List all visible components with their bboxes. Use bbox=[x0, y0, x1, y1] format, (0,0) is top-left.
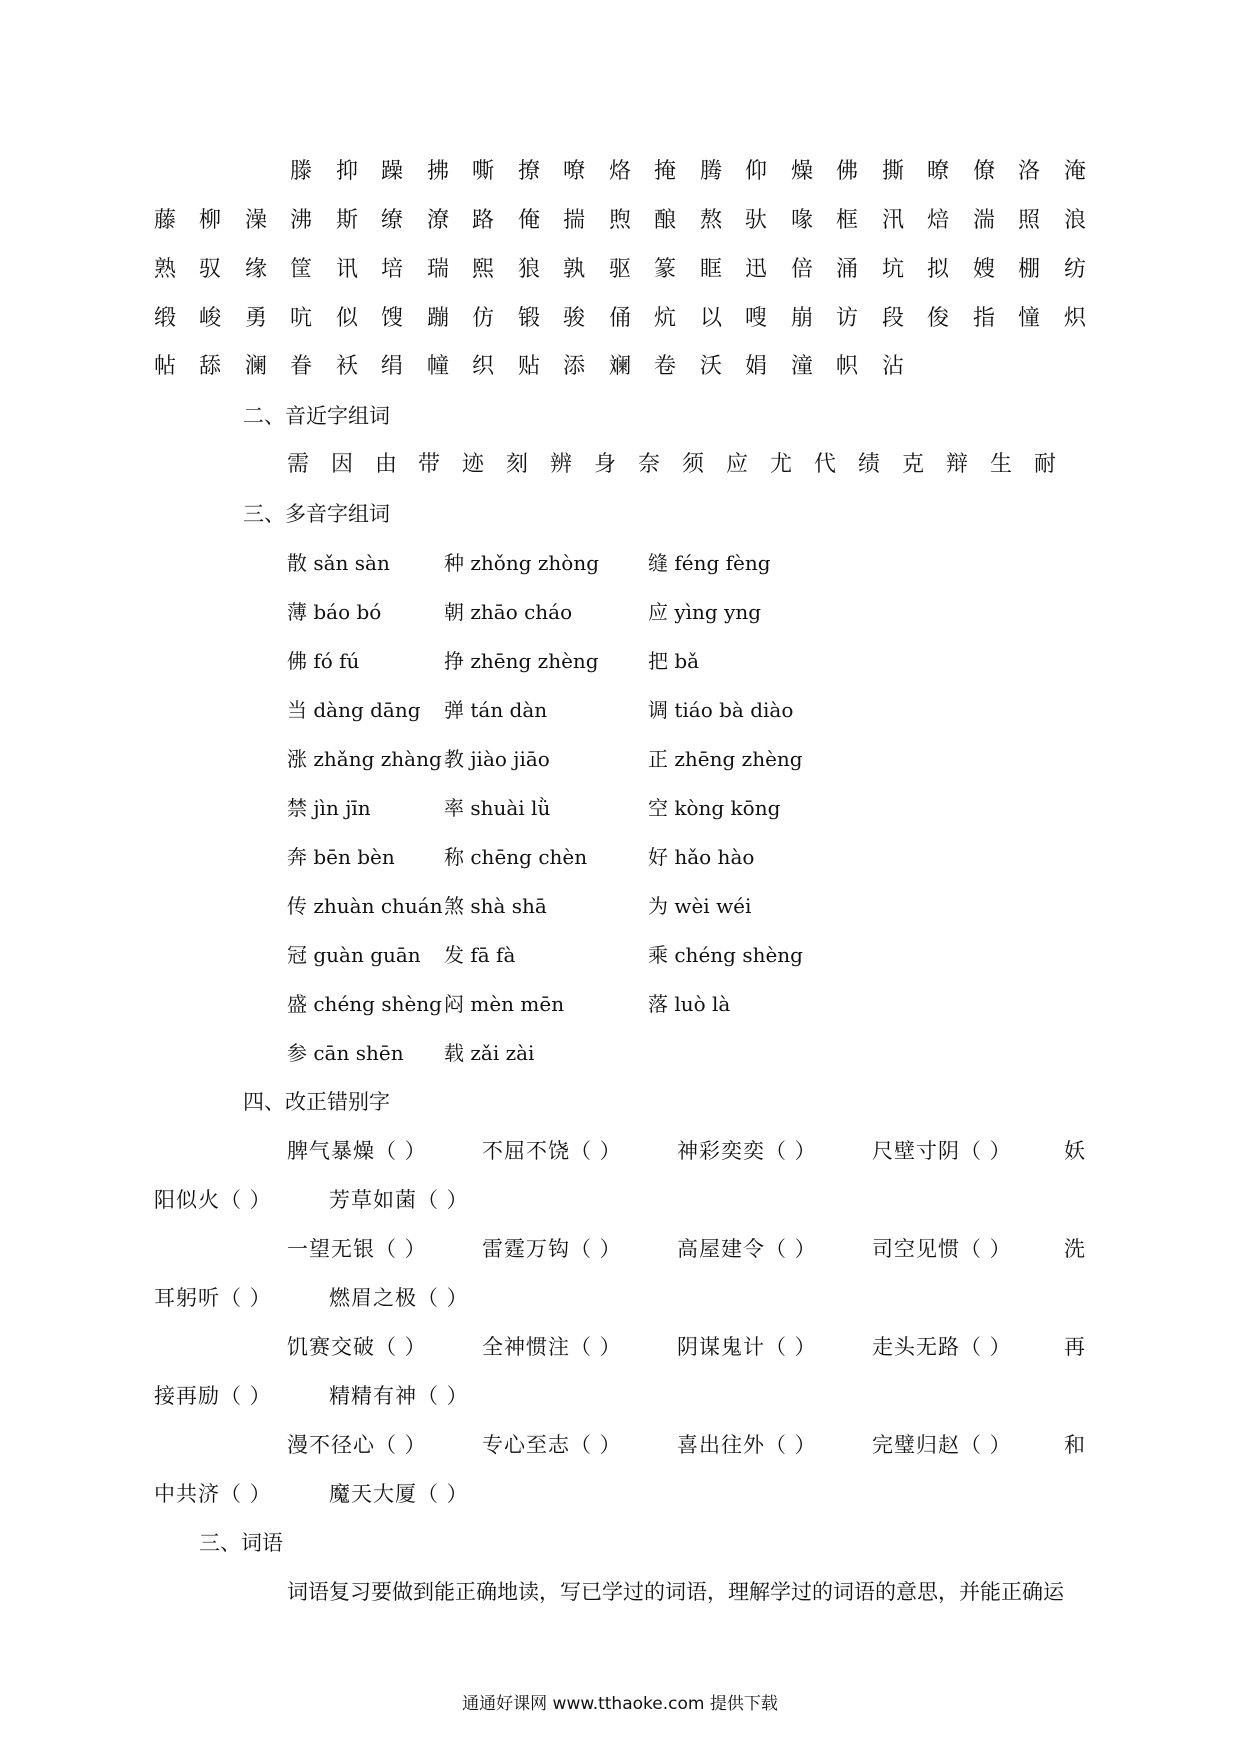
polyphone-entry: 乘 chéng shèng bbox=[648, 943, 803, 967]
polyphone-entry: 薄 báo bó bbox=[287, 600, 382, 624]
char: 缘 bbox=[245, 257, 268, 282]
char: 添 bbox=[563, 354, 586, 379]
idiom-item: 不屈不饶（ ） bbox=[482, 1139, 622, 1163]
char: 幢 bbox=[427, 354, 450, 379]
char: 藤 bbox=[154, 208, 177, 233]
idiom-item: 司空见惯（ ） bbox=[872, 1237, 1012, 1261]
char: 驭 bbox=[199, 257, 222, 282]
idiom-item: 耳躬听（ ） bbox=[154, 1286, 272, 1310]
section-heading-corrections: 四、改正错别字 bbox=[243, 1090, 390, 1114]
char: 澡 bbox=[245, 208, 268, 233]
char: 驮 bbox=[745, 208, 768, 233]
char: 绢 bbox=[381, 354, 404, 379]
polyphone-entry: 冠 guàn guān bbox=[287, 943, 421, 967]
correction-row bbox=[0, 1474, 1240, 1514]
char: 焙 bbox=[927, 208, 950, 233]
char: 斓 bbox=[609, 354, 632, 379]
char: 袄 bbox=[336, 354, 359, 379]
char: 舔 bbox=[199, 354, 222, 379]
polyphone-entry: 率 shuài lǜ bbox=[444, 796, 551, 820]
idiom-fragment: 和 bbox=[1064, 1433, 1086, 1457]
polyphone-entry: 把 bǎ bbox=[648, 649, 700, 673]
char: 柳 bbox=[199, 208, 222, 233]
polyphone-entry: 调 tiáo bà diào bbox=[648, 698, 794, 722]
char: 湍 bbox=[973, 208, 996, 233]
char: 绩 bbox=[858, 452, 881, 477]
polyphone-entry: 空 kòng kōng bbox=[648, 796, 781, 820]
char: 俊 bbox=[927, 306, 950, 331]
polyphone-entry: 参 cān shēn bbox=[287, 1041, 404, 1065]
polyphone-entry: 闷 mèn mēn bbox=[444, 992, 565, 1016]
char: 煦 bbox=[609, 208, 632, 233]
polyphone-row bbox=[0, 641, 1240, 681]
char-row bbox=[0, 152, 1240, 192]
char: 沾 bbox=[882, 354, 905, 379]
char: 锻 bbox=[518, 306, 541, 331]
polyphone-entry: 弹 tán dàn bbox=[444, 698, 548, 722]
char: 驱 bbox=[609, 257, 632, 282]
char: 喙 bbox=[791, 208, 814, 233]
polyphone-entry: 涨 zhǎng zhàng bbox=[287, 747, 442, 771]
char: 炽 bbox=[1064, 306, 1087, 331]
polyphone-entry: 挣 zhēng zhèng bbox=[444, 649, 599, 673]
char: 撩 bbox=[518, 159, 541, 184]
idiom-item: 完璧归赵（ ） bbox=[872, 1433, 1012, 1457]
char: 炕 bbox=[654, 306, 677, 331]
polyphone-entry: 发 fā fà bbox=[444, 943, 516, 967]
char: 熬 bbox=[700, 208, 723, 233]
polyphone-entry: 盛 chéng shèng bbox=[287, 992, 442, 1016]
char: 沸 bbox=[290, 208, 313, 233]
homophone-row bbox=[0, 445, 1240, 485]
char: 奈 bbox=[638, 452, 661, 477]
polyphone-entry: 称 chēng chèn bbox=[444, 845, 588, 869]
idiom-fragment: 洗 bbox=[1064, 1237, 1086, 1261]
idiom-item: 精精有神（ ） bbox=[329, 1384, 469, 1408]
polyphone-entry: 教 jiào jiāo bbox=[444, 747, 550, 771]
char: 燥 bbox=[791, 159, 814, 184]
char: 沃 bbox=[700, 354, 723, 379]
char: 蹦 bbox=[427, 306, 450, 331]
idiom-item: 一望无银（ ） bbox=[287, 1237, 427, 1261]
char: 耐 bbox=[1034, 452, 1057, 477]
char: 身 bbox=[594, 452, 617, 477]
char: 生 bbox=[990, 452, 1013, 477]
correction-row bbox=[0, 1229, 1240, 1269]
char-row bbox=[0, 250, 1240, 290]
polyphone-row bbox=[0, 543, 1240, 583]
char-row bbox=[0, 347, 1240, 387]
char: 娟 bbox=[745, 354, 768, 379]
char: 潼 bbox=[791, 354, 814, 379]
idiom-item: 饥赛交破（ ） bbox=[287, 1335, 427, 1359]
char: 须 bbox=[682, 452, 705, 477]
char: 撕 bbox=[882, 159, 905, 184]
char: 代 bbox=[814, 452, 837, 477]
polyphone-entry: 为 wèi wéi bbox=[648, 894, 752, 918]
char-row bbox=[0, 299, 1240, 339]
correction-row bbox=[0, 1180, 1240, 1220]
char: 汛 bbox=[882, 208, 905, 233]
char: 嫂 bbox=[973, 257, 996, 282]
char: 坑 bbox=[882, 257, 905, 282]
polyphone-entry: 奔 bēn bèn bbox=[287, 845, 395, 869]
char: 贴 bbox=[518, 354, 541, 379]
char: 迹 bbox=[462, 452, 485, 477]
char: 孰 bbox=[563, 257, 586, 282]
char: 辩 bbox=[946, 452, 969, 477]
polyphone-entry: 散 sǎn sàn bbox=[287, 551, 390, 575]
char: 眷 bbox=[290, 354, 313, 379]
char: 躁 bbox=[381, 159, 404, 184]
char: 潦 bbox=[427, 208, 450, 233]
char: 框 bbox=[836, 208, 859, 233]
char: 俑 bbox=[609, 306, 632, 331]
idiom-item: 全神惯注（ ） bbox=[482, 1335, 622, 1359]
char: 滕 bbox=[290, 159, 313, 184]
char: 拟 bbox=[927, 257, 950, 282]
char: 访 bbox=[836, 306, 859, 331]
polyphone-row bbox=[0, 935, 1240, 975]
idiom-item: 神彩奕奕（ ） bbox=[677, 1139, 817, 1163]
char: 帖 bbox=[154, 354, 177, 379]
section-heading-homophones: 二、音近字组词 bbox=[243, 404, 390, 428]
char: 澜 bbox=[245, 354, 268, 379]
polyphone-entry: 佛 fó fú bbox=[287, 649, 360, 673]
char: 培 bbox=[381, 257, 404, 282]
section-heading-polyphones: 三、多音字组词 bbox=[243, 502, 390, 526]
char: 勇 bbox=[245, 306, 268, 331]
char: 照 bbox=[1018, 208, 1041, 233]
char: 讯 bbox=[336, 257, 359, 282]
char: 瑞 bbox=[427, 257, 450, 282]
char: 尤 bbox=[770, 452, 793, 477]
idiom-item: 芳草如菌（ ） bbox=[329, 1188, 469, 1212]
char: 峻 bbox=[199, 306, 222, 331]
page-footer: 通通好课网 www.tthaoke.com 提供下载 bbox=[462, 1694, 778, 1714]
char: 缎 bbox=[154, 306, 177, 331]
idiom-item: 燃眉之极（ ） bbox=[329, 1286, 469, 1310]
char: 迅 bbox=[745, 257, 768, 282]
char: 倍 bbox=[791, 257, 814, 282]
polyphone-entry: 传 zhuàn chuán bbox=[287, 894, 443, 918]
idiom-item: 专心至志（ ） bbox=[482, 1433, 622, 1457]
polyphone-entry: 朝 zhāo cháo bbox=[444, 600, 573, 624]
idiom-item: 高屋建令（ ） bbox=[677, 1237, 817, 1261]
char: 骏 bbox=[563, 306, 586, 331]
polyphone-row bbox=[0, 837, 1240, 877]
char: 应 bbox=[726, 452, 749, 477]
idiom-item: 漫不径心（ ） bbox=[287, 1433, 427, 1457]
correction-row bbox=[0, 1425, 1240, 1465]
char: 段 bbox=[882, 306, 905, 331]
char: 馊 bbox=[381, 306, 404, 331]
char: 熙 bbox=[472, 257, 495, 282]
char: 棚 bbox=[1018, 257, 1041, 282]
char: 刻 bbox=[506, 452, 529, 477]
char: 浪 bbox=[1064, 208, 1087, 233]
idiom-item: 接再励（ ） bbox=[154, 1384, 272, 1408]
idiom-item: 雷霆万钩（ ） bbox=[482, 1237, 622, 1261]
polyphone-row bbox=[0, 690, 1240, 730]
char: 篆 bbox=[654, 257, 677, 282]
char: 僚 bbox=[973, 159, 996, 184]
polyphone-entry: 种 zhǒng zhòng bbox=[444, 551, 599, 575]
idiom-item: 魔天大厦（ ） bbox=[329, 1482, 469, 1506]
char: 克 bbox=[902, 452, 925, 477]
char: 纺 bbox=[1064, 257, 1087, 282]
idiom-item: 阴谋鬼计（ ） bbox=[677, 1335, 817, 1359]
char: 仰 bbox=[745, 159, 768, 184]
char: 抑 bbox=[336, 159, 359, 184]
polyphone-entry: 缝 féng fèng bbox=[648, 551, 771, 575]
char: 涌 bbox=[836, 257, 859, 282]
vocabulary-paragraph: 词语复习要做到能正确地读，写已学过的词语，理解学过的词语的意思，并能正确运 bbox=[287, 1580, 1064, 1604]
char: 仿 bbox=[472, 306, 495, 331]
polyphone-row bbox=[0, 739, 1240, 779]
char: 熟 bbox=[154, 257, 177, 282]
char: 憧 bbox=[1018, 306, 1041, 331]
char: 狼 bbox=[518, 257, 541, 282]
char: 筐 bbox=[290, 257, 313, 282]
char: 崩 bbox=[791, 306, 814, 331]
char: 指 bbox=[973, 306, 996, 331]
char: 帜 bbox=[836, 354, 859, 379]
char: 拂 bbox=[427, 159, 450, 184]
idiom-fragment: 再 bbox=[1064, 1335, 1086, 1359]
char: 腾 bbox=[700, 159, 723, 184]
char: 嘹 bbox=[563, 159, 586, 184]
char: 掩 bbox=[654, 159, 677, 184]
correction-row bbox=[0, 1376, 1240, 1416]
polyphone-row bbox=[0, 886, 1240, 926]
char: 以 bbox=[700, 306, 723, 331]
char: 佛 bbox=[836, 159, 859, 184]
correction-row bbox=[0, 1278, 1240, 1318]
char: 卷 bbox=[654, 354, 677, 379]
char: 因 bbox=[331, 452, 354, 477]
char: 淹 bbox=[1064, 159, 1087, 184]
polyphone-entry: 煞 shà shā bbox=[444, 894, 547, 918]
polyphone-entry: 载 zǎi zài bbox=[444, 1041, 535, 1065]
idiom-item: 走头无路（ ） bbox=[872, 1335, 1012, 1359]
char: 织 bbox=[472, 354, 495, 379]
polyphone-entry: 应 yìng yng bbox=[648, 600, 762, 624]
idiom-item: 尺壁寸阴（ ） bbox=[872, 1139, 1012, 1163]
char: 似 bbox=[336, 306, 359, 331]
char: 酿 bbox=[654, 208, 677, 233]
correction-row bbox=[0, 1131, 1240, 1171]
polyphone-entry: 当 dàng dāng bbox=[287, 698, 421, 722]
idiom-item: 中共济（ ） bbox=[154, 1482, 272, 1506]
idiom-item: 喜出往外（ ） bbox=[677, 1433, 817, 1457]
char: 揣 bbox=[563, 208, 586, 233]
char: 嘶 bbox=[472, 159, 495, 184]
char: 烙 bbox=[609, 159, 632, 184]
char: 由 bbox=[375, 452, 398, 477]
section-heading-vocabulary: 三、词语 bbox=[199, 1531, 283, 1555]
polyphone-row bbox=[0, 984, 1240, 1024]
polyphone-entry: 正 zhēng zhèng bbox=[648, 747, 803, 771]
correction-row bbox=[0, 1327, 1240, 1367]
polyphone-entry: 落 luò là bbox=[648, 992, 731, 1016]
char-row bbox=[0, 201, 1240, 241]
idiom-fragment: 妖 bbox=[1064, 1139, 1086, 1163]
idiom-item: 阳似火（ ） bbox=[154, 1188, 272, 1212]
char: 眶 bbox=[700, 257, 723, 282]
char: 斯 bbox=[336, 208, 359, 233]
polyphone-entry: 好 hǎo hào bbox=[648, 845, 755, 869]
char: 带 bbox=[418, 452, 441, 477]
char: 路 bbox=[472, 208, 495, 233]
char: 暸 bbox=[927, 159, 950, 184]
char: 洛 bbox=[1018, 159, 1041, 184]
polyphone-row bbox=[0, 1033, 1240, 1073]
char: 嗖 bbox=[745, 306, 768, 331]
idiom-item: 脾气暴燥（ ） bbox=[287, 1139, 427, 1163]
polyphone-row bbox=[0, 788, 1240, 828]
char: 需 bbox=[287, 452, 310, 477]
char: 辨 bbox=[550, 452, 573, 477]
char: 吭 bbox=[290, 306, 313, 331]
char: 俺 bbox=[518, 208, 541, 233]
polyphone-row bbox=[0, 592, 1240, 632]
polyphone-entry: 禁 jìn jīn bbox=[287, 796, 371, 820]
char: 缭 bbox=[381, 208, 404, 233]
